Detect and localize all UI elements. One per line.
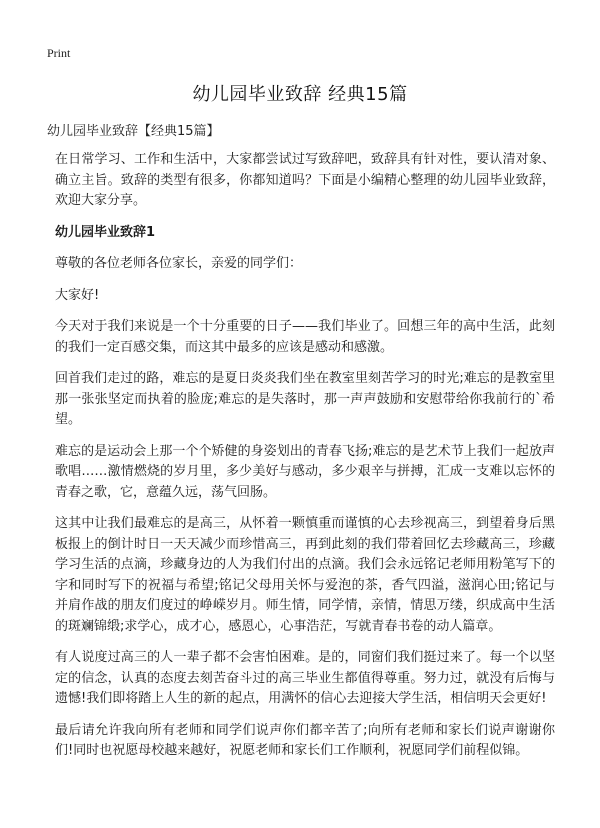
- print-label[interactable]: Print: [47, 46, 71, 60]
- document-subtitle: 幼儿园毕业致辞【经典15篇】: [47, 124, 220, 139]
- body-paragraph: 有人说度过高三的人一辈子都不会害怕困难。是的，同窗们我们挺过来了。每一个以坚定的信念，认真的态度去刻苦奋斗过的高三毕业生都值得尊重。努力过，就没有后悔与遗憾!我们即将踏上人生的新的起点，用满怀的信心去迎接大学生活，相信明天会更好!: [55, 650, 555, 706]
- salutation-paragraph: 尊敬的各位老师各位家长，亲爱的同学们：: [55, 256, 303, 271]
- closing-paragraph: 最后请允许我向所有老师和同学们说声你们都辛苦了;向所有老师和家长们说声谢谢你们!同时也祝愿母校越来越好，祝愿老师和家长们工作顺利，祝愿同学们前程似锦。: [55, 722, 555, 758]
- document-title: 幼儿园毕业致辞 经典15篇: [192, 84, 408, 105]
- section-heading: 幼儿园毕业致辞1: [55, 224, 156, 240]
- greeting-paragraph: 大家好!: [55, 287, 100, 303]
- body-paragraph: 这其中让我们最难忘的是高三，从怀着一颗慎重而谨慎的心去珍视高三，到望着身后黑板报上的倒计时日一天天减少而珍惜高三，再到此刻的我们带着回忆去珍藏高三，珍藏学习生活的点滴，珍藏身边的人为我们付出的点滴。我们会永远铭记老师用粉笔写下的字和同时写下的祝福与希望;铭记父母用关怀与爱泡的茶，香气四溢，滋润心田;铭记与并肩作战的朋友们度过的峥嵘岁月。师生情，同学情，亲情，情思万缕，织成高中生活的斑斓锦缎;求学心，成才心，感恩心，心事浩茫，写就青春书卷的动人篇章。: [55, 516, 555, 634]
- document-body: [55, 150, 555, 773]
- body-paragraph: 难忘的是运动会上那一个个矫健的身姿划出的青春飞扬;难忘的是艺术节上我们一起放声歌唱……激情燃烧的岁月里，多少美好与感动，多少艰辛与拼搏，汇成一支难以忘怀的青春之歌，它，意蕴久远，荡气回肠。: [55, 443, 555, 500]
- intro-paragraph: 在日常学习、工作和生活中，大家都尝试过写致辞吧，致辞具有针对性，要认清对象、确立主旨。致辞的类型有很多，你都知道吗？下面是小编精心整理的幼儿园毕业致辞，欢迎大家分享。: [55, 152, 555, 208]
- body-paragraph: 今天对于我们来说是一个十分重要的日子——我们毕业了。回想三年的高中生活，此刻的我们一定百感交集，而这其中最多的应该是感动和感激。: [55, 319, 555, 355]
- body-paragraph: 回首我们走过的路，难忘的是夏日炎炎我们坐在教室里刻苦学习的时光;难忘的是教室里那一张张坚定而执着的脸庞;难忘的是失落时，那一声声鼓励和安慰带给你我前行的`希望。: [55, 371, 555, 427]
